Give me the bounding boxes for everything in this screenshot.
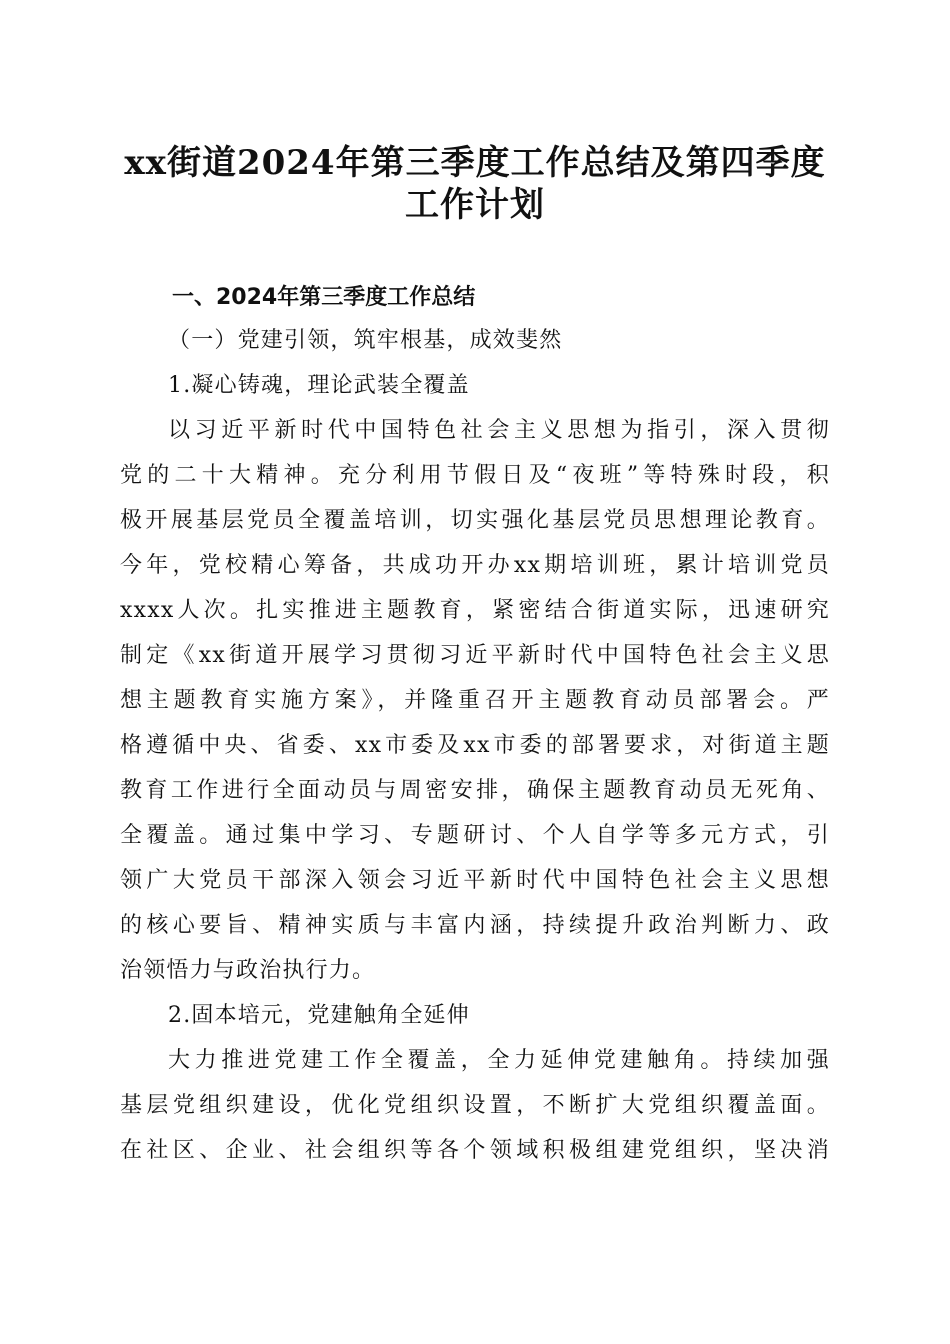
document-title-line-1: xx街道2024年第三季度工作总结及第四季度 xyxy=(124,143,826,183)
paragraph-line: 领广大党员干部深入领会习近平新时代中国特色社会主义思想 xyxy=(120,868,830,893)
paragraph-line: xxxx人次。扎实推进主题教育，紧密结合街道实际，迅速研究 xyxy=(120,598,830,623)
paragraph-line: 的核心要旨、精神实质与丰富内涵，持续提升政治判断力、政 xyxy=(120,913,830,938)
subsection-heading: （一）党建引领，筑牢根基，成效斐然 xyxy=(168,328,563,353)
paragraph-line: 今年，党校精心筹备，共成功开办xx期培训班，累计培训党员 xyxy=(120,553,830,578)
paragraph-line: 以习近平新时代中国特色社会主义思想为指引，深入贯彻 xyxy=(168,418,830,443)
paragraph-line: 极开展基层党员全覆盖培训，切实强化基层党员思想理论教育。 xyxy=(120,508,830,533)
item-heading: 1.凝心铸魂，理论武装全覆盖 xyxy=(168,373,470,398)
paragraph-line: 大力推进党建工作全覆盖，全力延伸党建触角。持续加强 xyxy=(168,1048,830,1073)
paragraph-line: 教育工作进行全面动员与周密安排，确保主题教育动员无死角、 xyxy=(120,778,830,803)
paragraph-line: 想主题教育实施方案》，并隆重召开主题教育动员部署会。严 xyxy=(120,688,830,713)
item-heading: 2.固本培元，党建触角全延伸 xyxy=(168,1003,470,1028)
paragraph-line: 治领悟力与政治执行力。 xyxy=(120,958,376,983)
document-title-line-2: 工作计划 xyxy=(405,185,545,225)
section-heading: 一、2024年第三季度工作总结 xyxy=(172,285,476,310)
paragraph-line: 在社区、企业、社会组织等各个领域积极组建党组织，坚决消 xyxy=(120,1138,830,1163)
paragraph-line: 全覆盖。通过集中学习、专题研讨、个人自学等多元方式，引 xyxy=(120,823,830,848)
paragraph-line: 党的二十大精神。充分利用节假日及“夜班”等特殊时段，积 xyxy=(120,463,830,488)
paragraph-line: 制定《xx街道开展学习贯彻习近平新时代中国特色社会主义思 xyxy=(120,643,830,668)
paragraph-line: 基层党组织建设，优化党组织设置，不断扩大党组织覆盖面。 xyxy=(120,1093,830,1118)
paragraph-line: 格遵循中央、省委、xx市委及xx市委的部署要求，对街道主题 xyxy=(120,733,830,758)
